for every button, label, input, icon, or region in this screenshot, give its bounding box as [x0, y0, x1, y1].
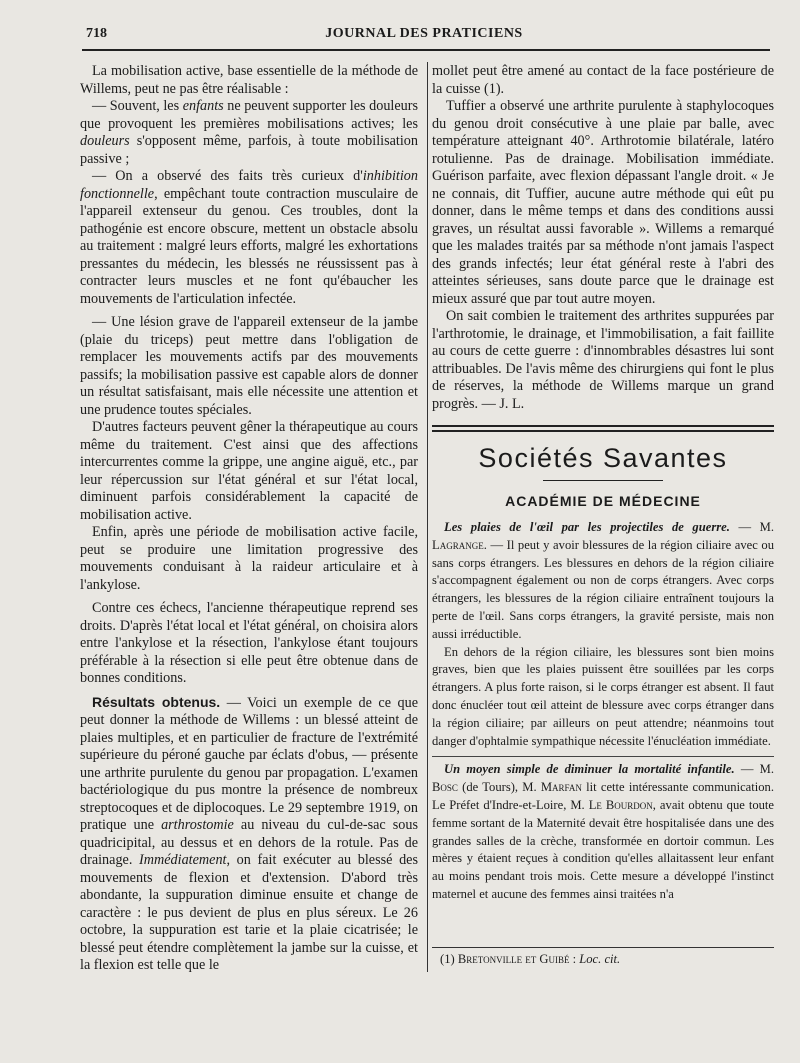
text-run: lit cette intéressante communication. Le Préfet d'Indre-et-Loire, M. — [432, 780, 774, 812]
author-name: Bosc — [432, 780, 458, 795]
footnote-authors: Bretonville et Guibé — [457, 952, 570, 966]
page-number: 718 — [86, 26, 107, 41]
section-heading: Résultats obtenus. — [92, 693, 221, 710]
right-column-article — [432, 63, 774, 413]
author-name: Le Bourdon — [588, 797, 653, 812]
footnote-number: (1) — [440, 952, 458, 966]
text-run: — Souvent, les — [92, 98, 183, 114]
text-run: ne peuvent supporter les douleurs que provoquent les premières mobilisations actives; les — [80, 98, 418, 132]
text-run: , avait obtenu que toute femme sortant de la Maternité devait être hospitalisée dans une des grandes salles de la crèche, transformée en dortoir commun. Les mères y étaient reçues à condition qu'elles allaitassent leur enfant au moins pendant trois mois. Cette mesure a développé l'instinct maternel et aucune des femmes ainsi traitées n'a — [432, 797, 775, 901]
academy-reports — [432, 519, 774, 904]
paragraph — [80, 168, 418, 308]
paragraph: La mobilisation active, base essentielle de la méthode de Willems, peut ne pas être réalisable : — [80, 63, 418, 97]
article-paragraph — [432, 519, 774, 644]
author-name: Lagrange — [432, 537, 484, 552]
left-column — [80, 63, 418, 975]
header-rule — [82, 49, 770, 51]
right-column — [432, 63, 774, 904]
footnote-rule — [432, 947, 774, 948]
article-title: Un moyen simple de diminuer la mortalité infantile. — [444, 762, 735, 777]
paragraph: — Une lésion grave de l'appareil extenseur de la jambe (plaie du triceps) peut mettre dans l'obligation de remplacer les mouvements actifs par des mouvements passifs; la mobilisation passive est capable alors de donner un résultat satisfaisant, mais elle nécessite une attention et une prudence toutes spéciales. — [80, 314, 418, 418]
footnote — [440, 952, 620, 967]
footnote-reference: Loc. cit. — [579, 952, 621, 966]
paragraph: Enfin, après une période de mobilisation active facile, peut se produire une limitation progressive des mouvements conduisant à la raideur articulaire et à l'ankylose. — [80, 524, 418, 593]
text-run: — On a observé des faits très curieux d' — [92, 168, 363, 184]
paragraph: Tuffier a observé une arthrite purulente à staphylocoques du genou droit consécutive à une plaie par balle, avec température atteignant 40°. Arthrotomie bilatérale, latéro rotulienne. Pas de drainage. Mobilisation immédiate. Guérison parfaite, avec flexion dépassant l'angle droit. « Je ne connais, dit Tuffier, aucune autre méthode qui eût pu donner, dans le même temps et dans des conditions aussi graves, un résultat aussi favorable ». Willems a remarqué que les malades traités par sa méthode n'ont jamais l'aspect des grands infectés; leur état général reste à l'abri des atteintes sérieuses, sans doute parce que le drainage est mieux assuré que par tout autre moyen. — [432, 98, 774, 307]
text-run: — M. — [729, 520, 774, 534]
emphasis: Immédiatement — [139, 852, 227, 868]
paragraph: mollet peut être amené au contact de la face postérieure de la cuisse (1). — [432, 63, 774, 97]
paragraph: D'autres facteurs peuvent gêner la thérapeutique au cours même du traitement. C'est ainsi que des affections intercurrentes comme la grippe, une angine aiguë, etc., par leur répercussion sur l'état général et sur l'état local, diminuent parfois considérablement la capacité de mobilisation active. — [80, 419, 418, 523]
article-title: Les plaies de l'œil par les projectiles de guerre. — [444, 520, 730, 534]
journal-title: JOURNAL DES PRATICIENS — [325, 26, 523, 41]
paragraph: On sait combien le traitement des arthrites suppurées par l'arthrotomie, le drainage, et l'immobilisation, a fait faillite au cours de cette guerre : d'innombrables désastres lui sont attribuables. De l'avis même des chirurgiens qui font le plus de réserves, la méthode de Willems marque un grand progrès. — J. L. — [432, 308, 774, 412]
title-underline — [543, 480, 663, 481]
text-run: (de Tours), M. — [457, 780, 541, 795]
text-run: , empêchant toute contraction musculaire de l'appareil extenseur du genou. Ces troubles, dont la pathogénie est encore obscure, mettent un obstacle absolu au traitement : malgré leurs efforts, malgré les exhortations pressantes du médecin, les blessés ne réussissent pas à contracter leurs muscles et ne font qu'ébaucher les mouvements de l'articulation infectée. — [80, 185, 418, 307]
article-paragraph — [432, 761, 774, 903]
text-run: — Voici un exemple de ce que peut donner la méthode de Willems : un blessé atteint de plaies multiples, et en particulier de fracture de l'extrémité supérieure du péroné gauche par éclats d'obus, — présente une arthrite purulente du genou par propagation. L'examen bactériologique du pus montre la présence de nombreux streptocoques et de diplocoques. Le 29 septembre 1919, on pratique une — [80, 694, 418, 833]
author-name: Marfan — [540, 780, 582, 795]
academy-title: ACADÉMIE DE MÉDECINE — [505, 493, 701, 509]
section-divider — [432, 425, 774, 432]
page-header — [78, 26, 770, 46]
emphasis: enfants — [182, 98, 224, 114]
column-divider — [427, 62, 428, 972]
emphasis: inhibition fonctionnelle — [80, 168, 418, 202]
text-run: . — Il peut y avoir blessures de la région ciliaire avec ou sans corps étrangers. Les blessures en dehors de la région ciliaire s'accompagnent également ou non de corps étrangers. Avec corps étrangers, les blessures de la région ciliaire entraînent toujours la perte de l'œil. Sans corps étrangers, la gravité persiste, mais non aussi irréductible. — [432, 537, 774, 641]
article-paragraph: En dehors de la région ciliaire, les blessures sont bien moins graves, bien que les plaies puissent être souillées par les corps étrangers. A plus forte raison, si le corps étranger est absent. Il faut donc énucléer tout œil atteint de blessure avec corps étranger dans la région ciliaire; par ailleurs on peut attendre; néanmoins tout danger d'ophtalmie sympathique nécessite l'énucléation immédiate. — [432, 644, 774, 748]
text-run: au niveau du cul-de-sac sous quadricipital, au dessus et en dehors de la rotule. Pas de drainage. — [80, 817, 418, 868]
text-run: s'opposent même, parfois, à toute mobilisation passive ; — [80, 133, 418, 167]
paragraph — [80, 694, 418, 975]
article-divider — [432, 756, 774, 757]
text-run: — M. — [734, 762, 774, 777]
paragraph: Contre ces échecs, l'ancienne thérapeutique reprend ses droits. D'après l'état local et l'état général, on choisira alors entre l'ankylose et la résection, l'ankylose étant toujours préférable à la résection si elle peut être obtenue dans de bonnes conditions. — [80, 600, 418, 686]
emphasis: arthrostomie — [161, 817, 234, 833]
section-title: Sociétés Savantes — [478, 443, 728, 473]
emphasis: douleurs — [80, 133, 130, 149]
paragraph — [80, 98, 418, 168]
text-run: : — [569, 952, 580, 966]
text-run: , on fait exécuter au blessé des mouvements de flexion et d'extension. D'abord très abondante, la suppuration diminue ensuite et change de caractère : le pus devient de plus en plus séreux. Le 26 octobre, la suppuration est tarie et la plaie cicatrisée; le blessé peut étendre complètement la jambe sur la cuisse, et la flexion est telle que le — [80, 852, 418, 973]
